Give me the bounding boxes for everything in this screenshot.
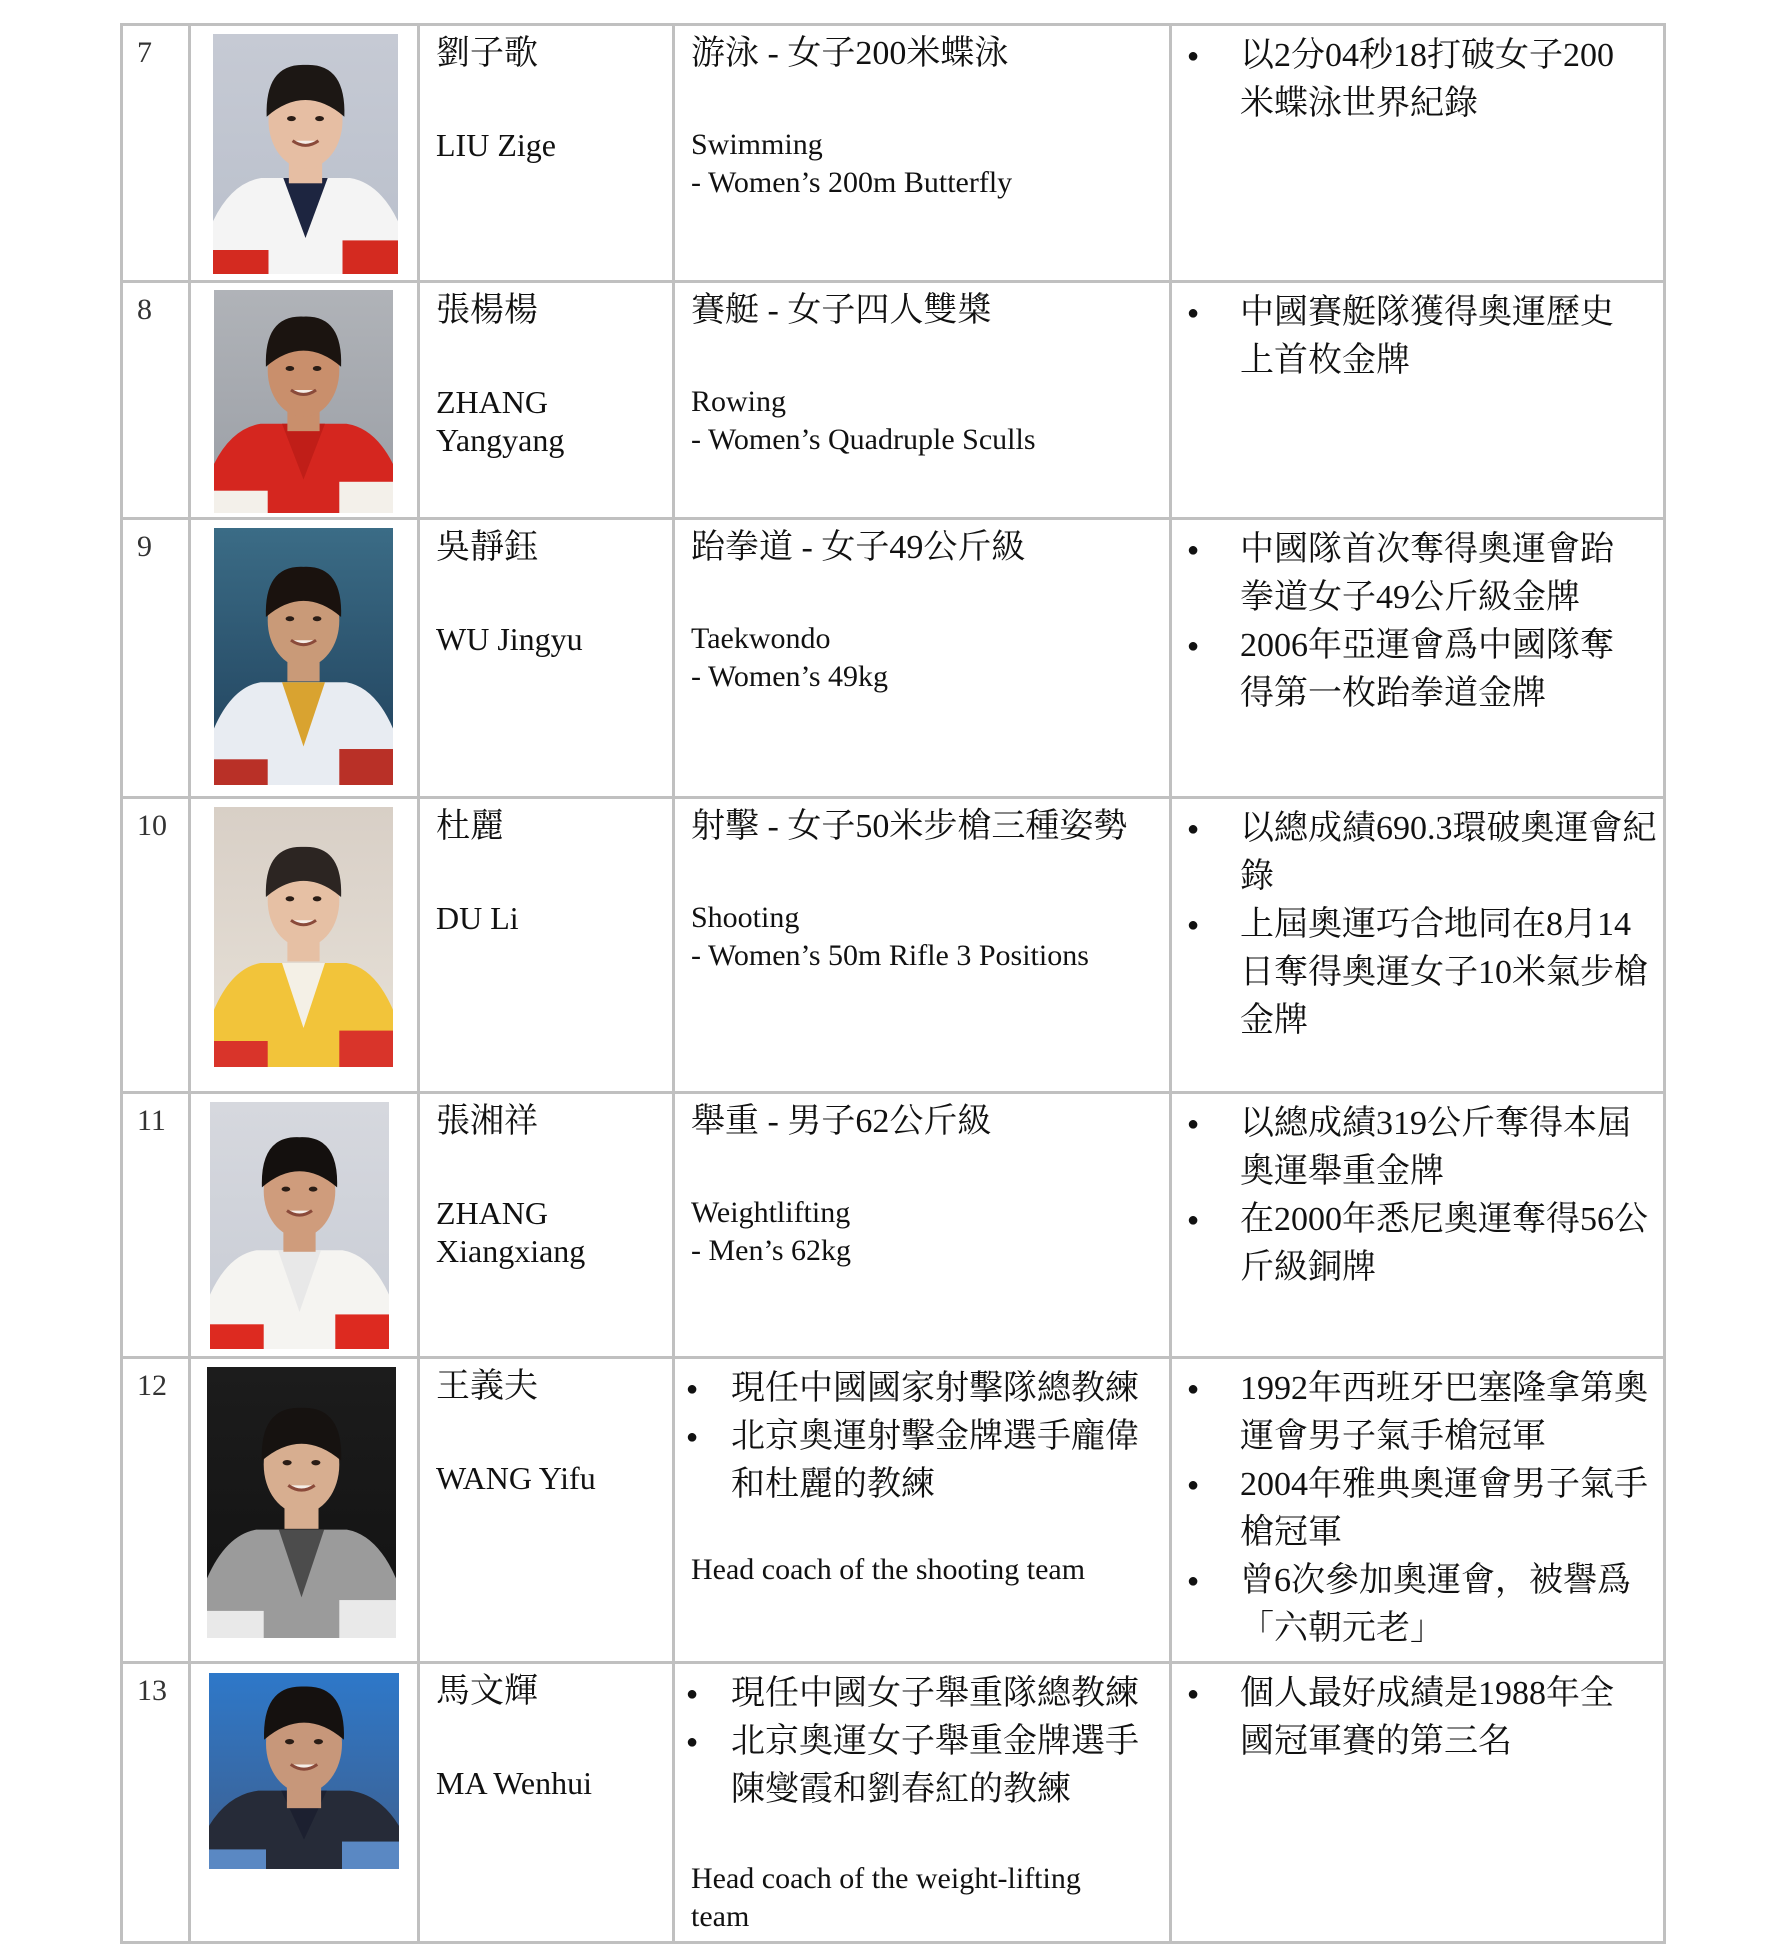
role-item: ● 北京奧運女子舉重金牌選手陳燮霞和劉春紅的教練 <box>731 1718 1161 1814</box>
number-cell <box>120 23 188 280</box>
athlete-photo <box>214 807 393 1067</box>
name-cell <box>417 23 672 280</box>
name-cell <box>417 280 672 517</box>
name-chinese: 張湘祥 <box>436 1103 538 1140</box>
photo-cell <box>188 796 417 1091</box>
event-chinese: 舉重 - 男子62公斤級 <box>691 1103 992 1140</box>
event-sport: Taekwondo <box>691 622 831 655</box>
event-cell <box>672 517 1169 796</box>
achievements-cell <box>1169 1661 1666 1944</box>
table-row <box>120 517 1666 796</box>
event-sport: Weightlifting <box>691 1196 851 1229</box>
name-cell <box>417 1356 672 1661</box>
number-cell <box>120 796 188 1091</box>
name-chinese: 杜麗 <box>436 808 504 845</box>
event-sport: Rowing <box>691 385 787 418</box>
athlete-photo <box>214 528 393 785</box>
number-cell <box>120 1661 188 1944</box>
role-cell <box>672 1661 1169 1944</box>
name-cell <box>417 1091 672 1356</box>
achievement-item: ● 上屆奧運巧合地同在8月14日奪得奧運女子10米氣步槍金牌 <box>1240 901 1660 1045</box>
event-chinese: 游泳 - 女子200米蝶泳 <box>691 35 1009 72</box>
event-detail: - Women’s 49kg <box>691 660 889 693</box>
achievements-cell <box>1169 1091 1666 1356</box>
achievement-item: ● 在2000年悉尼奧運奪得56公斤級銅牌 <box>1240 1196 1660 1292</box>
name-english: DU Li <box>436 900 519 936</box>
role-item: ● 現任中國女子舉重隊總教練 <box>731 1670 1161 1718</box>
role-list <box>675 1670 1161 1814</box>
achievements-list <box>1172 805 1660 1045</box>
name-cell <box>417 517 672 796</box>
name-english: ZHANG Xiangxiang <box>436 1195 586 1269</box>
row-number: 8 <box>137 293 152 326</box>
row-number: 13 <box>137 1674 167 1707</box>
role-item: ● 北京奧運射擊金牌選手龐偉和杜麗的教練 <box>731 1413 1161 1509</box>
achievement-item: ● 2006年亞運會爲中國隊奪得第一枚跆拳道金牌 <box>1240 622 1640 718</box>
table-row <box>120 1661 1666 1944</box>
name-english: WU Jingyu <box>436 621 583 657</box>
achievement-item: ● 中國隊首次奪得奧運會跆拳道女子49公斤級金牌 <box>1240 526 1640 622</box>
achievements-list <box>1172 526 1640 718</box>
achievement-item: ● 以總成績690.3環破奧運會紀錄 <box>1240 805 1660 901</box>
name-cell <box>417 796 672 1091</box>
name-english: ZHANG Yangyang <box>436 384 565 458</box>
event-detail: - Women’s 50m Rifle 3 Positions <box>691 939 1089 972</box>
photo-cell <box>188 1091 417 1356</box>
event-cell <box>672 1091 1169 1356</box>
achievement-item: ● 以2分04秒18打破女子200米蝶泳世界紀錄 <box>1240 32 1640 128</box>
event-sport: Swimming <box>691 128 823 161</box>
achievements-cell <box>1169 1356 1666 1661</box>
role-english: Head coach of the weight-lifting team <box>691 1862 1081 1933</box>
name-cell <box>417 1661 672 1944</box>
row-number: 9 <box>137 530 152 563</box>
achievements-cell <box>1169 280 1666 517</box>
name-english: MA Wenhui <box>436 1765 592 1801</box>
name-chinese: 王義夫 <box>436 1368 538 1405</box>
photo-cell <box>188 280 417 517</box>
achievement-item: ● 以總成績319公斤奪得本屆奧運舉重金牌 <box>1240 1100 1660 1196</box>
achievement-item: ● 2004年雅典奧運會男子氣手槍冠軍 <box>1240 1461 1660 1557</box>
achievements-list <box>1172 1365 1660 1653</box>
coach-photo <box>209 1673 399 1869</box>
table-row <box>120 796 1666 1091</box>
event-sport: Shooting <box>691 901 800 934</box>
coach-photo <box>207 1367 396 1638</box>
achievements-list <box>1172 32 1640 128</box>
achievements-list <box>1172 1100 1660 1292</box>
event-detail: - Men’s 62kg <box>691 1234 851 1267</box>
event-chinese: 射擊 - 女子50米步槍三種姿勢 <box>691 808 1128 845</box>
athlete-photo <box>214 290 393 513</box>
photo-cell <box>188 1661 417 1944</box>
row-number: 11 <box>137 1104 166 1137</box>
photo-cell <box>188 1356 417 1661</box>
achievements-cell <box>1169 796 1666 1091</box>
achievement-item: ● 中國賽艇隊獲得奧運歷史上首枚金牌 <box>1240 289 1640 385</box>
role-cell <box>672 1356 1169 1661</box>
achievement-item: ● 曾6次參加奧運會，被譽爲「六朝元老」 <box>1240 1557 1660 1653</box>
athlete-photo <box>213 34 398 274</box>
table-row <box>120 280 1666 517</box>
name-english: WANG Yifu <box>436 1460 596 1496</box>
event-chinese: 跆拳道 - 女子49公斤級 <box>691 529 1026 566</box>
event-cell <box>672 280 1169 517</box>
role-english: Head coach of the shooting team <box>691 1553 1086 1586</box>
role-list <box>675 1365 1161 1509</box>
role-item: ● 現任中國國家射擊隊總教練 <box>731 1365 1161 1413</box>
event-detail: - Women’s 200m Butterfly <box>691 166 1013 199</box>
row-number: 7 <box>137 36 152 69</box>
achievements-list <box>1172 289 1640 385</box>
achievements-cell <box>1169 23 1666 280</box>
row-number: 10 <box>137 809 167 842</box>
event-chinese: 賽艇 - 女子四人雙槳 <box>691 292 992 329</box>
row-number: 12 <box>137 1369 167 1402</box>
name-chinese: 吳靜鈺 <box>436 529 538 566</box>
athlete-photo <box>210 1102 389 1349</box>
name-chinese: 張楊楊 <box>436 292 538 329</box>
name-chinese: 馬文輝 <box>436 1673 538 1710</box>
event-cell <box>672 796 1169 1091</box>
table-row <box>120 23 1666 280</box>
achievements-list <box>1172 1670 1640 1766</box>
event-cell <box>672 23 1169 280</box>
number-cell <box>120 1356 188 1661</box>
number-cell <box>120 517 188 796</box>
achievements-cell <box>1169 517 1666 796</box>
event-detail: - Women’s Quadruple Sculls <box>691 423 1036 456</box>
name-english: LIU Zige <box>436 127 556 163</box>
table-row <box>120 1356 1666 1661</box>
photo-cell <box>188 23 417 280</box>
number-cell <box>120 280 188 517</box>
achievement-item: ● 個人最好成績是1988年全國冠軍賽的第三名 <box>1240 1670 1640 1766</box>
name-chinese: 劉子歌 <box>436 35 538 72</box>
achievement-item: ● 1992年西班牙巴塞隆拿第奧運會男子氣手槍冠軍 <box>1240 1365 1660 1461</box>
table-row <box>120 1091 1666 1356</box>
photo-cell <box>188 517 417 796</box>
number-cell <box>120 1091 188 1356</box>
